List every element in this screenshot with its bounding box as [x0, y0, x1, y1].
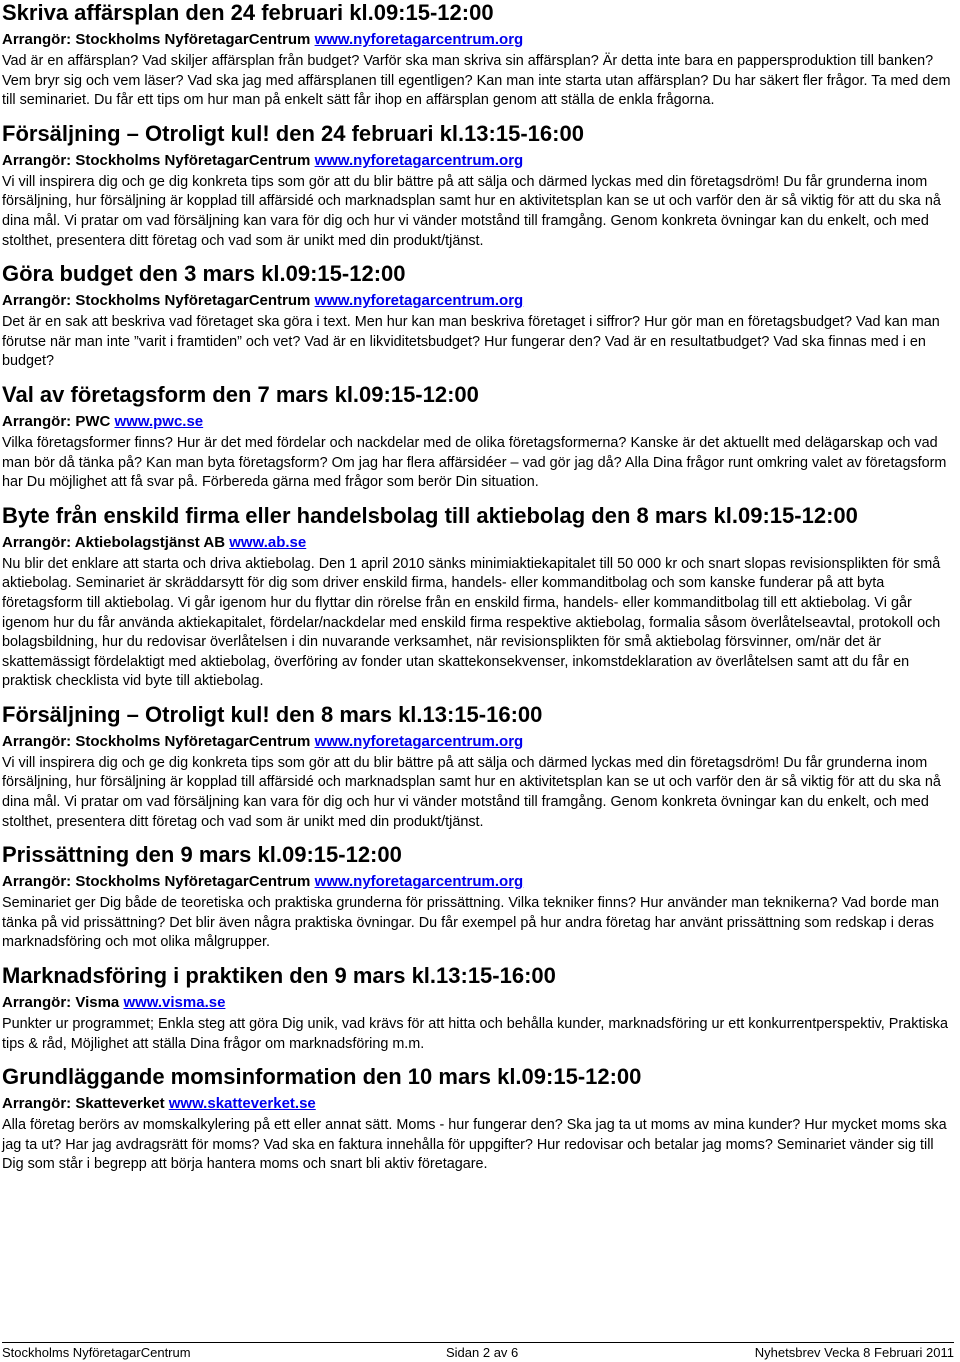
- organizer-link[interactable]: www.pwc.se: [114, 412, 204, 430]
- organizer-name: Arrangör: Skatteverket: [2, 1095, 169, 1113]
- seminar-description: Nu blir det enklare att starta och driva aktiebolag. Den 1 april 2010 sänks minimiaktiekapitalet till 50 000 kr och snart slopas revisionsplikten för små aktiebolag. Seminariet är skräddarsytt för dig som driver enskild firma, handels- eller kommanditbolag och som kanske funderar på att byta företagsform till aktiebolag. Vi går igenom hur du flyttar din rörelse från en enskild firma, handels- eller kommanditbolag till ett aktiebolag. Vi går igenom hur du får använda aktiekapitalet, fördelar/nackdelar med enskild firma respektive aktiebolag, formalia såsom överlåtelseavtal, protokoll och bolagsbildning, hur du redovisar överlåtelsen i din nuvarande verksamhet, när revisionsplikten för små aktiebolag försvinner, om/när det är skattemässigt fördelaktigt med aktiebolag, överföring av fonder utan skattekonsekvenser, inkomstdeklaration av överlåtelsen samt att du får en praktisk checklista vid byte till aktiebolag.: [2, 555, 941, 690]
- seminar-description: Seminariet ger Dig både de teoretiska och praktiska grunderna för prissättning. Vilka tekniker finns? Hur använder man teknikerna? Vad borde man tänka på vid prissättning? Det blir även några praktiska övningar. Du får exempel på hur andra företag har använt prissättning som redskap i deras marknadsföring och mot olika målgrupper.: [2, 895, 939, 951]
- seminar-section: [2, 842, 954, 953]
- seminar-description: Punkter ur programmet; Enkla steg att göra Dig unik, vad krävs för att hitta och behålla kunder, marknadsföring ur ett konkurrentperspektiv, Praktiska tips & råd, Möjlighet att ställa Dina frågor om marknadsföring m.m.: [2, 1016, 948, 1052]
- seminar-title: Göra budget den 3 mars kl.09:15-12:00: [2, 261, 406, 287]
- seminar-title: Val av företagsform den 7 mars kl.09:15-12:00: [2, 381, 479, 407]
- organizer-line: [2, 533, 954, 553]
- organizer-line: [2, 872, 954, 892]
- seminar-title: Byte från enskild firma eller handelsbolag till aktiebolag den 8 mars kl.09:15-12:00: [2, 502, 858, 528]
- organizer-line: [2, 291, 954, 311]
- footer-page-number: Sidan 2 av 6: [446, 1345, 519, 1360]
- document-page: [2, 0, 954, 1185]
- organizer-line: [2, 1094, 954, 1114]
- organizer-link[interactable]: www.nyforetagarcentrum.org: [314, 732, 524, 750]
- organizer-link[interactable]: www.nyforetagarcentrum.org: [314, 873, 524, 891]
- seminar-section: [2, 261, 954, 372]
- seminar-title: Grundläggande momsinformation den 10 mars kl.09:15-12:00: [2, 1064, 642, 1090]
- organizer-line: [2, 993, 954, 1013]
- organizer-name: Arrangör: Stockholms NyföretagarCentrum: [2, 873, 315, 891]
- seminar-description: Det är en sak att beskriva vad företaget ska göra i text. Men hur kan man beskriva företaget i siffror? Hur gör man en företagsbudget? Vad kan man förutse när man inte ”varit i framtiden” och vet? Vad är en likviditetsbudget? Hur fungerar den? Vad är en resultatbudget? Vad ska finnas med i en budget?: [2, 314, 940, 370]
- seminar-description: Vi vill inspirera dig och ge dig konkreta tips som gör att du blir bättre på att sälja och därmed lyckas med din företagsdröm! Du får grunderna inom försäljning, hur försäljning är kopplad till affärsidé och marknadsplan samt hur en aktivitetsplan kan se ut och varför den är så viktig för att du ska nå dina mål. Vi pratar om vad försäljning kan vara för dig och hur vi vänder motstånd till framgång. Genom konkreta övningar kan du enkelt, och med stolthet, presentera ditt företag och vad som är unikt med din produkt/tjänst.: [2, 754, 941, 830]
- seminar-section: [2, 1064, 954, 1175]
- organizer-line: [2, 151, 954, 171]
- seminar-description: Vad är en affärsplan? Vad skiljer affärsplan från budget? Varför ska man skriva sin affärsplan? Är detta inte bara en pappersproduktion till banken? Vem bryr sig och vem läser? Vad ska jag med affärsplanen till egentligen? Kan man inte starta utan affärsplan? Du har säkert fler frågor. Ta med dem till seminariet. Du får ett tips om hur man på enkelt sätt får ihop en affärsplan genom att ställa de enkla frågorna.: [2, 53, 951, 109]
- organizer-name: Arrangör: Stockholms NyföretagarCentrum: [2, 151, 315, 169]
- seminar-description: Vilka företagsformer finns? Hur är det med fördelar och nackdelar med de olika företagsformerna? Kanske är det aktuellt med delägarskap och vad man bör då tänka på? Kan man byta företagsform? Om jag har flera affärsidéer – vad gör jag då? Alla Dina frågor runt omkring valet av företagsform har Du möjlighet att få svar på. Förbereda gärna med frågor som berör Din situation.: [2, 434, 947, 491]
- organizer-name: Arrangör: Stockholms NyföretagarCentrum: [2, 31, 315, 48]
- organizer-link[interactable]: www.ab.se: [229, 533, 307, 551]
- organizer-name: Arrangör: Stockholms NyföretagarCentrum: [2, 732, 315, 750]
- footer-newsletter-label: Nyhetsbrev Vecka 8 Februari 2011: [754, 1345, 954, 1360]
- organizer-link[interactable]: www.nyforetagarcentrum.org: [314, 151, 524, 169]
- organizer-line: [2, 732, 954, 752]
- page-footer: [2, 1342, 954, 1361]
- organizer-line: [2, 30, 954, 50]
- organizer-name: Arrangör: Visma: [2, 994, 124, 1012]
- organizer-link[interactable]: www.nyforetagarcentrum.org: [314, 292, 524, 310]
- seminar-title: Försäljning – Otroligt kul! den 8 mars kl.13:15-16:00: [2, 701, 543, 727]
- organizer-link[interactable]: www.skatteverket.se: [168, 1095, 316, 1113]
- footer-organization: Stockholms NyföretagarCentrum: [2, 1345, 191, 1360]
- organizer-name: Arrangör: PWC: [2, 412, 115, 430]
- seminar-section: [2, 503, 954, 692]
- organizer-line: [2, 412, 954, 432]
- organizer-name: Arrangör: Stockholms NyföretagarCentrum: [2, 292, 315, 310]
- organizer-link[interactable]: www.visma.se: [123, 994, 226, 1012]
- seminar-section: [2, 702, 954, 832]
- seminar-title: Försäljning – Otroligt kul! den 24 februari kl.13:15-16:00: [2, 120, 584, 146]
- seminar-title: Skriva affärsplan den 24 februari kl.09:15-12:00: [2, 0, 494, 25]
- seminar-title: Prissättning den 9 mars kl.09:15-12:00: [2, 842, 402, 868]
- seminar-section: [2, 121, 954, 251]
- seminar-title: Marknadsföring i praktiken den 9 mars kl.13:15-16:00: [2, 963, 556, 989]
- organizer-name: Arrangör: Aktiebolagstjänst AB: [2, 533, 230, 551]
- seminar-section: [2, 963, 954, 1054]
- seminar-section: [2, 0, 954, 111]
- seminar-section: [2, 382, 954, 493]
- seminar-description: Alla företag berörs av momskalkylering på ett eller annat sätt. Moms - hur fungerar den? Ska jag ta ut moms av mina kunder? Hur mycket moms ska jag ta ut? Har jag avdragsrätt för moms? Vad ska en faktura innehålla för uppgifter? Hur redovisar och betalar jag moms? Seminariet vänder sig till Dig som står i begrepp att börja hantera moms och snart bli aktiv företagare.: [2, 1117, 947, 1173]
- seminar-description: Vi vill inspirera dig och ge dig konkreta tips som gör att du blir bättre på att sälja och därmed lyckas med din företagsdröm! Du får grunderna inom försäljning, hur försäljning är kopplad till affärsidé och marknadsplan samt hur en aktivitetsplan kan se ut och varför den är så viktig för att du ska nå dina mål. Vi pratar om vad försäljning kan vara för dig och hur vi vänder motstånd till framgång. Genom konkreta övningar kan du enkelt, och med stolthet, presentera ditt företag och vad som är unikt med din produkt/tjänst.: [2, 173, 941, 249]
- organizer-link[interactable]: www.nyforetagarcentrum.org: [314, 31, 524, 48]
